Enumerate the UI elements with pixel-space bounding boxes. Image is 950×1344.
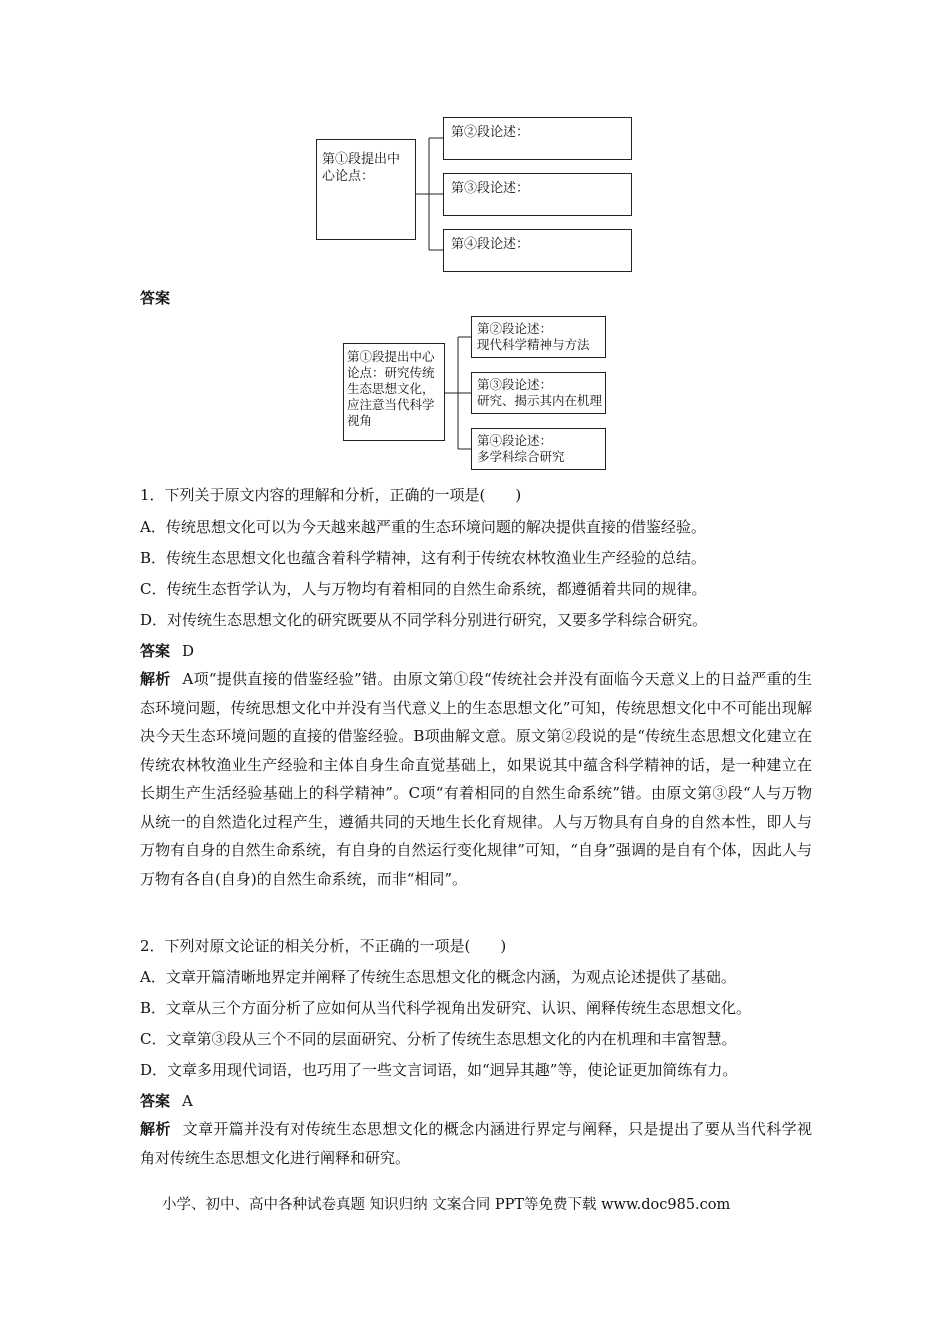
diagram2-central-body: 研究传统生态思想文化，应注意当代科学视角 <box>347 365 435 428</box>
q2-option-c: C．文章第③段从三个不同的层面研究、分析了传统生态思想文化的内在机理和丰富智慧。 <box>140 1030 737 1048</box>
diagram1-central-text: 第①段提出中心论点： <box>322 152 401 184</box>
diagram2-branch-body: 研究、揭示其内在机理 <box>477 393 603 408</box>
q2-option-d: D．文章多用现代词语，也巧用了一些文言词语，如“迥异其趣”等，使论证更加简练有力。 <box>140 1061 738 1079</box>
q2-answer-label: 答案 <box>140 1092 171 1110</box>
q1-analysis-label: 解析 <box>140 670 171 688</box>
diagram2-branch-text <box>477 433 565 465</box>
diagram2-branch-title: 第②段论述： <box>477 321 553 336</box>
q1-option-c: C．传统生态哲学认为，人与万物均有着相同的自然生命系统，都遵循着共同的规律。 <box>140 580 707 598</box>
q2-answer <box>140 1091 193 1111</box>
diagram2-branch-text <box>477 377 602 409</box>
q1-analysis <box>140 665 812 893</box>
q2-analysis-text: 文章开篇并没有对传统生态思想文化的概念内涵进行界定与阐释，只是提出了要从当代科学视角对传统生态思想文化进行阐释和研究。 <box>140 1120 812 1167</box>
q1-analysis-text: A项“提供直接的借鉴经验”错。由原文第①段“传统社会并没有面临今天意义上的日益严重的生态环境问题，传统思想文化中并没有当代意义上的生态思想文化”可知，传统思想文化中不可能出现解决今天生态环境问题的直接的借鉴经验。B项曲解文意。原文第②段说的是“传统生态思想文化建立在传统农林牧渔业生产经验和主体自身生命直觉基础上，如果说其中蕴含科学精神的话，是一种建立在长期生产生活经验基础上的科学精神”。C项“有着相同的自然生命系统”错。由原文第③段“人与万物从统一的自然造化过程产生，遵循共同的天地生长化育规律。人与万物具有自身的自然本性，即人与万物有自身的自然生命系统，有自身的自然运行变化规律”可知，“自身”强调的是自有个体，因此人与万物有各自(自身)的自然生命系统，而非“相同”。 <box>140 670 812 888</box>
diagram2-branch-title: 第③段论述： <box>477 377 553 392</box>
q1-answer-value: D <box>182 642 195 660</box>
diagram1-branch-text: 第②段论述： <box>451 125 530 140</box>
diagram2-branch-body: 现代科学精神与方法 <box>477 337 590 352</box>
q1-answer <box>140 641 194 661</box>
page-footer: 小学、初中、高中各种试卷真题 知识归纳 文案合同 PPT等免费下载 www.doc985.com <box>162 1197 731 1213</box>
q2-analysis <box>140 1115 812 1172</box>
diagram2-branch-body: 多学科综合研究 <box>477 449 565 464</box>
q1-answer-label: 答案 <box>140 642 171 660</box>
q2-option-b: B．文章从三个方面分析了应如何从当代科学视角出发研究、认识、阐释传统生态思想文化。 <box>140 999 752 1017</box>
q1-stem: 1．下列关于原文内容的理解和分析，正确的一项是( ) <box>140 486 522 504</box>
diagram2-central-text <box>347 349 441 429</box>
diagram2-branch-text <box>477 321 590 353</box>
q2-analysis-label: 解析 <box>140 1120 171 1138</box>
diagram1-branch-text: 第④段论述： <box>451 237 530 252</box>
diagram2-branch-title: 第④段论述： <box>477 433 553 448</box>
q1-option-d: D．对传统生态思想文化的研究既要从不同学科分别进行研究，又要多学科综合研究。 <box>140 611 708 629</box>
q2-stem: 2．下列对原文论证的相关分析，不正确的一项是( ) <box>140 937 507 955</box>
diagram1-branch-text: 第③段论述： <box>451 181 530 196</box>
diagram2-central-title: 第①段提出中心论点： <box>347 349 435 380</box>
q2-answer-value: A <box>182 1092 193 1110</box>
q1-option-b: B．传统生态思想文化也蕴含着科学精神，这有利于传统农林牧渔业生产经验的总结。 <box>140 549 707 567</box>
diagram-answer-label: 答案 <box>140 289 171 307</box>
q1-option-a: A．传统思想文化可以为今天越来越严重的生态环境问题的解决提供直接的借鉴经验。 <box>140 518 706 536</box>
q2-option-a: A．文章开篇清晰地界定并阐释了传统生态思想文化的概念内涵，为观点论述提供了基础。 <box>140 968 736 986</box>
